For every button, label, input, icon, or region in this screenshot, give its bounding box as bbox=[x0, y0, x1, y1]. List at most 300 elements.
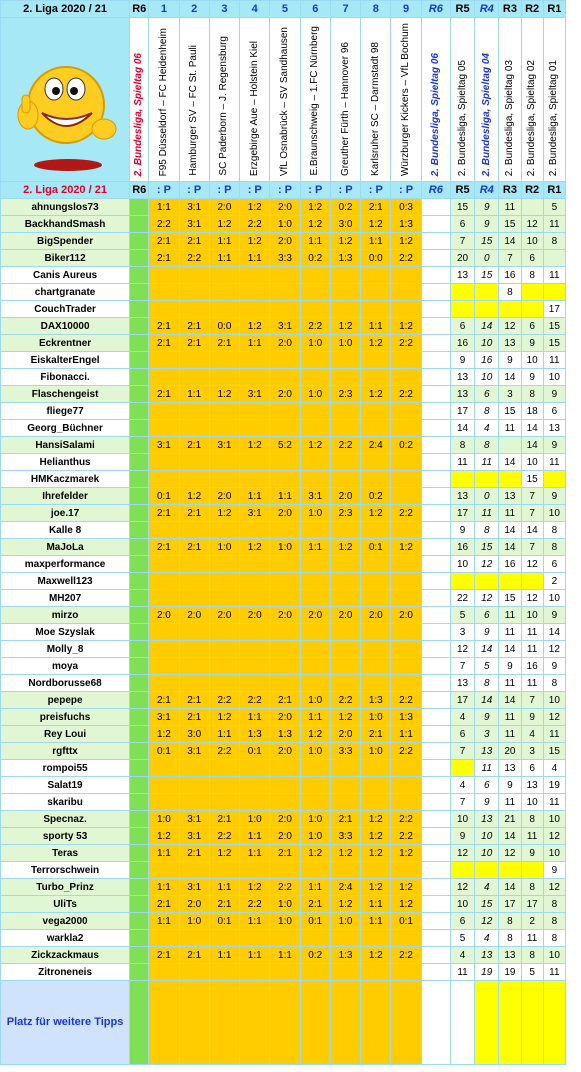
tip-cell bbox=[149, 590, 179, 607]
tip-cell: 1:0 bbox=[270, 896, 300, 913]
tip-cell: 0:1 bbox=[240, 743, 270, 760]
rank-cell: 9 bbox=[521, 369, 543, 386]
tip-cell bbox=[179, 267, 209, 284]
table-row bbox=[1, 335, 566, 352]
tip-cell: 2:2 bbox=[240, 692, 270, 709]
tip-cell bbox=[149, 352, 179, 369]
match-label: Hamburger SV – FC St. Pauli bbox=[188, 45, 200, 176]
player-name: DAX10000 bbox=[1, 318, 130, 335]
points-header: : P bbox=[209, 182, 239, 199]
rank-cell: 10 bbox=[521, 607, 543, 624]
tip-cell: 1:2 bbox=[149, 828, 179, 845]
r6-marker bbox=[130, 964, 149, 981]
rank-cell: 10 bbox=[521, 352, 543, 369]
rank-cell: 6 bbox=[450, 913, 474, 930]
rank-cell: 11 bbox=[521, 828, 543, 845]
rank-cell: 11 bbox=[499, 709, 521, 726]
tip-cell: 2:1 bbox=[149, 386, 179, 403]
rank-cell: 12 bbox=[499, 845, 521, 862]
tip-cell: 1:2 bbox=[240, 199, 270, 216]
player-name: Fibonacci. bbox=[1, 369, 130, 386]
rank-cell: 6 bbox=[475, 386, 499, 403]
match-cell bbox=[270, 18, 300, 182]
tip-cell: 1:3 bbox=[240, 726, 270, 743]
match-number: 1 bbox=[149, 1, 179, 18]
tip-cell bbox=[240, 658, 270, 675]
r6-marker bbox=[130, 811, 149, 828]
tip-cell: 1:2 bbox=[361, 828, 391, 845]
tip-cell bbox=[240, 556, 270, 573]
tip-cell bbox=[179, 420, 209, 437]
rank-cell: 11 bbox=[521, 641, 543, 658]
tip-cell bbox=[300, 777, 330, 794]
tip-cell bbox=[391, 301, 421, 318]
tip-cell bbox=[300, 760, 330, 777]
rank-cell: 13 bbox=[450, 488, 474, 505]
more-tips-placeholder: Platz für weitere Tipps bbox=[1, 981, 130, 1065]
rank-cell: 10 bbox=[450, 811, 474, 828]
tip-cell bbox=[361, 675, 391, 692]
rank-cell: 19 bbox=[543, 777, 565, 794]
rank-cell: 9 bbox=[543, 607, 565, 624]
player-name: Moe Szyslak bbox=[1, 624, 130, 641]
r6-marker bbox=[130, 658, 149, 675]
tip-cell: 3:1 bbox=[149, 709, 179, 726]
tip-cell bbox=[330, 301, 360, 318]
rank-cell: 14 bbox=[450, 420, 474, 437]
r6-marker bbox=[130, 369, 149, 386]
rank-cell bbox=[499, 437, 521, 454]
tip-cell: 1:2 bbox=[240, 233, 270, 250]
r6-marker bbox=[130, 760, 149, 777]
tip-cell: 2:0 bbox=[240, 607, 270, 624]
tip-cell: 1:2 bbox=[361, 879, 391, 896]
tip-cell: 2:2 bbox=[149, 216, 179, 233]
tip-cell bbox=[330, 675, 360, 692]
tip-cell: 2:1 bbox=[179, 437, 209, 454]
tip-cell: 1:1 bbox=[361, 913, 391, 930]
table-row bbox=[1, 692, 566, 709]
rank-cell bbox=[450, 862, 474, 879]
footer-row bbox=[1, 981, 566, 1065]
rank-cell: 9 bbox=[543, 437, 565, 454]
tip-cell: 1:3 bbox=[330, 947, 360, 964]
rank-cell: 9 bbox=[475, 199, 499, 216]
points-header: : P bbox=[149, 182, 179, 199]
match-number: 9 bbox=[391, 1, 421, 18]
r6-gap bbox=[421, 879, 450, 896]
rank-cell: 13 bbox=[450, 267, 474, 284]
tip-cell: 1:2 bbox=[361, 386, 391, 403]
tip-cell: 1:2 bbox=[330, 709, 360, 726]
tip-cell: 1:0 bbox=[300, 692, 330, 709]
rank-header-2: R3 bbox=[499, 182, 521, 199]
tip-cell: 2:1 bbox=[179, 709, 209, 726]
tip-cell: 1:1 bbox=[361, 318, 391, 335]
tip-cell: 1:2 bbox=[361, 335, 391, 352]
r6-marker bbox=[130, 607, 149, 624]
r6-marker bbox=[130, 454, 149, 471]
tip-cell: 2:1 bbox=[149, 692, 179, 709]
tip-cell: 1:0 bbox=[361, 743, 391, 760]
tip-cell bbox=[240, 267, 270, 284]
tip-cell: 1:1 bbox=[209, 879, 239, 896]
rank-cell: 8 bbox=[521, 267, 543, 284]
rank-day-cell bbox=[521, 18, 543, 182]
r6-gap bbox=[421, 573, 450, 590]
r6-gap bbox=[421, 488, 450, 505]
tip-cell bbox=[179, 454, 209, 471]
tip-cell: 1:2 bbox=[391, 539, 421, 556]
r6-gap bbox=[421, 386, 450, 403]
tip-cell: 1:2 bbox=[391, 233, 421, 250]
rank-cell: 14 bbox=[521, 437, 543, 454]
rank-cell: 3 bbox=[499, 386, 521, 403]
tip-cell: 3:0 bbox=[179, 726, 209, 743]
rank-cell bbox=[499, 981, 521, 1065]
r6-gap bbox=[421, 556, 450, 573]
player-name: Zickzackmaus bbox=[1, 947, 130, 964]
player-name: Flaschengeist bbox=[1, 386, 130, 403]
r6-marker bbox=[130, 590, 149, 607]
tip-cell: 2:3 bbox=[330, 505, 360, 522]
rank-cell: 14 bbox=[475, 318, 499, 335]
tip-cell: 2:2 bbox=[179, 250, 209, 267]
tip-cell bbox=[270, 284, 300, 301]
tip-cell bbox=[149, 675, 179, 692]
table-row bbox=[1, 811, 566, 828]
rank-cell: 13 bbox=[475, 947, 499, 964]
rank-cell: 6 bbox=[475, 777, 499, 794]
tip-cell bbox=[330, 352, 360, 369]
rank-cell: 14 bbox=[475, 692, 499, 709]
table-row bbox=[1, 709, 566, 726]
player-name: Biker112 bbox=[1, 250, 130, 267]
r6-gap bbox=[421, 913, 450, 930]
tip-cell bbox=[149, 624, 179, 641]
table-row bbox=[1, 828, 566, 845]
points-header: : P bbox=[330, 182, 360, 199]
tip-cell: 1:1 bbox=[240, 845, 270, 862]
rank-cell bbox=[521, 284, 543, 301]
r6-italic-header: R6 bbox=[421, 1, 450, 18]
tip-cell bbox=[391, 777, 421, 794]
tip-cell: 1:3 bbox=[330, 250, 360, 267]
tip-cell: 2:2 bbox=[391, 505, 421, 522]
player-name: Maxwell123 bbox=[1, 573, 130, 590]
rank-cell: 3 bbox=[475, 726, 499, 743]
rank-cell: 9 bbox=[521, 845, 543, 862]
rank-cell: 16 bbox=[499, 267, 521, 284]
rank-cell: 6 bbox=[475, 607, 499, 624]
tip-cell: 2:0 bbox=[209, 199, 239, 216]
rank-cell: 8 bbox=[499, 913, 521, 930]
tip-cell bbox=[179, 760, 209, 777]
tip-cell: 1:2 bbox=[300, 216, 330, 233]
tip-cell bbox=[240, 301, 270, 318]
rank-cell: 12 bbox=[543, 828, 565, 845]
tip-cell: 1:2 bbox=[209, 845, 239, 862]
tip-cell: 2:1 bbox=[149, 896, 179, 913]
match-number: 8 bbox=[361, 1, 391, 18]
tip-cell: 1:2 bbox=[361, 216, 391, 233]
tip-cell bbox=[149, 964, 179, 981]
player-name: Georg_Büchner bbox=[1, 420, 130, 437]
r6-marker bbox=[130, 981, 149, 1065]
tip-cell bbox=[209, 624, 239, 641]
tip-cell: 2:2 bbox=[391, 386, 421, 403]
tip-cell: 2:1 bbox=[270, 692, 300, 709]
player-name: CouchTrader bbox=[1, 301, 130, 318]
rank-cell: 8 bbox=[521, 879, 543, 896]
tip-cell: 2:1 bbox=[179, 318, 209, 335]
tip-cell: 1:2 bbox=[361, 845, 391, 862]
player-name: BackhandSmash bbox=[1, 216, 130, 233]
rank-cell: 15 bbox=[499, 590, 521, 607]
player-name: ahnungslos73 bbox=[1, 199, 130, 216]
r6-marker bbox=[130, 879, 149, 896]
r6-marker bbox=[130, 522, 149, 539]
player-name: skaribu bbox=[1, 794, 130, 811]
rank-cell: 9 bbox=[475, 794, 499, 811]
tip-cell bbox=[240, 369, 270, 386]
rank-cell bbox=[543, 250, 565, 267]
r6-gap bbox=[421, 335, 450, 352]
tip-cell: 1:0 bbox=[179, 913, 209, 930]
tip-cell bbox=[300, 590, 330, 607]
tip-cell bbox=[361, 352, 391, 369]
tip-cell bbox=[361, 471, 391, 488]
tip-cell bbox=[330, 862, 360, 879]
table-row bbox=[1, 301, 566, 318]
r6-gap bbox=[421, 301, 450, 318]
r6-marker bbox=[130, 216, 149, 233]
rank-cell: 16 bbox=[521, 658, 543, 675]
tip-cell bbox=[240, 777, 270, 794]
player-name: HMKaczmarek bbox=[1, 471, 130, 488]
tip-cell: 3:1 bbox=[209, 437, 239, 454]
tip-cell: 1:1 bbox=[240, 913, 270, 930]
rank-cell: 20 bbox=[450, 250, 474, 267]
tip-cell: 2:0 bbox=[270, 335, 300, 352]
rank-cell: 12 bbox=[543, 879, 565, 896]
tip-cell bbox=[209, 522, 239, 539]
tip-cell bbox=[300, 624, 330, 641]
rank-cell: 11 bbox=[499, 199, 521, 216]
rank-cell: 6 bbox=[521, 760, 543, 777]
rank-cell: 13 bbox=[450, 386, 474, 403]
player-name: Ihrefelder bbox=[1, 488, 130, 505]
tip-cell bbox=[361, 777, 391, 794]
tip-cell: 3:1 bbox=[240, 505, 270, 522]
tip-cell: 1:1 bbox=[300, 233, 330, 250]
r6-marker bbox=[130, 539, 149, 556]
tip-cell bbox=[391, 284, 421, 301]
tip-cell bbox=[361, 624, 391, 641]
tip-cell: 1:2 bbox=[330, 318, 360, 335]
rank-cell bbox=[475, 284, 499, 301]
tip-cell bbox=[149, 454, 179, 471]
rank-cell: 11 bbox=[543, 216, 565, 233]
tip-cell: 1:2 bbox=[391, 845, 421, 862]
tip-cell bbox=[391, 420, 421, 437]
tip-cell bbox=[149, 267, 179, 284]
rank-cell: 15 bbox=[543, 318, 565, 335]
tip-cell: 2:0 bbox=[330, 488, 360, 505]
tip-cell bbox=[300, 556, 330, 573]
rank-cell: 10 bbox=[521, 454, 543, 471]
matchday-blue-cell bbox=[421, 18, 450, 182]
tip-cell bbox=[300, 284, 330, 301]
tip-cell: 3:0 bbox=[330, 216, 360, 233]
rank-cell: 6 bbox=[543, 403, 565, 420]
tip-cell bbox=[361, 964, 391, 981]
player-name: sporty 53 bbox=[1, 828, 130, 845]
tip-cell: 0:1 bbox=[149, 488, 179, 505]
player-name: fliege77 bbox=[1, 403, 130, 420]
rank-cell: 4 bbox=[543, 760, 565, 777]
tip-cell: 2:0 bbox=[209, 607, 239, 624]
table-row bbox=[1, 590, 566, 607]
tip-cell: 2:1 bbox=[149, 233, 179, 250]
rank-cell: 0 bbox=[475, 250, 499, 267]
player-name: pepepe bbox=[1, 692, 130, 709]
tip-cell bbox=[361, 454, 391, 471]
match-cell bbox=[330, 18, 360, 182]
tip-cell bbox=[270, 522, 300, 539]
match-label: Karlsruher SC – Darmstadt 98 bbox=[369, 42, 381, 176]
tip-cell: 0:2 bbox=[391, 437, 421, 454]
rank-cell: 10 bbox=[521, 794, 543, 811]
tip-cell: 2:0 bbox=[179, 896, 209, 913]
tip-cell: 3:1 bbox=[179, 879, 209, 896]
tip-cell bbox=[179, 369, 209, 386]
tip-cell bbox=[209, 369, 239, 386]
rank-cell: 8 bbox=[521, 811, 543, 828]
tip-cell bbox=[300, 964, 330, 981]
tip-cell bbox=[179, 590, 209, 607]
r6-gap bbox=[421, 981, 450, 1065]
tip-cell bbox=[149, 556, 179, 573]
tip-cell: 2:1 bbox=[149, 947, 179, 964]
table-row bbox=[1, 573, 566, 590]
rank-cell: 11 bbox=[543, 794, 565, 811]
player-name: Molly_8 bbox=[1, 641, 130, 658]
tip-cell: 1:1 bbox=[361, 233, 391, 250]
rank-cell: 8 bbox=[475, 437, 499, 454]
rank-cell: 14 bbox=[543, 624, 565, 641]
tip-cell: 1:1 bbox=[391, 726, 421, 743]
tip-cell: 1:1 bbox=[149, 845, 179, 862]
player-name: Kalle 8 bbox=[1, 522, 130, 539]
tip-cell: 1:2 bbox=[240, 318, 270, 335]
tip-cell bbox=[391, 488, 421, 505]
rank-cell: 11 bbox=[543, 352, 565, 369]
tip-cell bbox=[149, 760, 179, 777]
tip-cell bbox=[361, 862, 391, 879]
table-row bbox=[1, 420, 566, 437]
tip-cell bbox=[391, 760, 421, 777]
tip-cell: 1:0 bbox=[240, 811, 270, 828]
tip-cell bbox=[209, 403, 239, 420]
rank-cell: 11 bbox=[543, 267, 565, 284]
rank-cell: 14 bbox=[499, 369, 521, 386]
rank-cell: 14 bbox=[499, 828, 521, 845]
tip-cell: 1:2 bbox=[391, 896, 421, 913]
r6-gap bbox=[421, 624, 450, 641]
tip-cell: 1:1 bbox=[361, 896, 391, 913]
r6-gap bbox=[421, 862, 450, 879]
tip-cell bbox=[240, 760, 270, 777]
rank-cell bbox=[499, 573, 521, 590]
table-row bbox=[1, 624, 566, 641]
points-header: : P bbox=[391, 182, 421, 199]
player-name: Eckrentner bbox=[1, 335, 130, 352]
tip-cell: 0:0 bbox=[361, 250, 391, 267]
rank-header-2: R1 bbox=[543, 182, 565, 199]
rank-header: R1 bbox=[543, 1, 565, 18]
rank-cell: 11 bbox=[499, 794, 521, 811]
rank-cell: 13 bbox=[475, 811, 499, 828]
tip-cell: 1:0 bbox=[330, 335, 360, 352]
rank-cell: 6 bbox=[450, 726, 474, 743]
tip-cell bbox=[391, 675, 421, 692]
r6-gap bbox=[421, 590, 450, 607]
tip-cell bbox=[149, 522, 179, 539]
tip-cell: 2:2 bbox=[391, 743, 421, 760]
r6-gap bbox=[421, 505, 450, 522]
table-row bbox=[1, 947, 566, 964]
player-name: Terrorschwein bbox=[1, 862, 130, 879]
rank-cell: 10 bbox=[475, 369, 499, 386]
tip-cell: 2:1 bbox=[209, 811, 239, 828]
tip-cell: 2:1 bbox=[209, 896, 239, 913]
tip-cell bbox=[240, 454, 270, 471]
tip-cell bbox=[240, 352, 270, 369]
tip-cell: 1:0 bbox=[270, 216, 300, 233]
tip-cell: 1:2 bbox=[330, 896, 360, 913]
rank-cell: 8 bbox=[499, 930, 521, 947]
r6-marker bbox=[130, 743, 149, 760]
tip-cell: 1:1 bbox=[300, 539, 330, 556]
tip-cell bbox=[179, 284, 209, 301]
r6-gap bbox=[421, 811, 450, 828]
tip-cell bbox=[391, 454, 421, 471]
tip-cell: 1:1 bbox=[240, 250, 270, 267]
tip-cell: 0:2 bbox=[300, 947, 330, 964]
table-row bbox=[1, 539, 566, 556]
rank-cell: 8 bbox=[475, 522, 499, 539]
tip-cell: 2:0 bbox=[270, 811, 300, 828]
matchday-red-label: 2. Bundesliga, Spieltag 06 bbox=[133, 52, 145, 176]
tip-cell bbox=[209, 862, 239, 879]
tip-cell: 1:2 bbox=[209, 709, 239, 726]
rank-cell: 15 bbox=[450, 199, 474, 216]
tip-cell bbox=[330, 420, 360, 437]
r6-gap bbox=[421, 930, 450, 947]
tip-cell bbox=[209, 964, 239, 981]
tip-cell bbox=[391, 522, 421, 539]
rank-cell: 8 bbox=[543, 539, 565, 556]
tip-cell: 1:2 bbox=[300, 437, 330, 454]
tip-cell bbox=[330, 624, 360, 641]
rank-cell: 10 bbox=[543, 692, 565, 709]
tip-cell bbox=[330, 284, 360, 301]
r6-gap bbox=[421, 658, 450, 675]
tip-cell bbox=[300, 403, 330, 420]
player-name: Salat19 bbox=[1, 777, 130, 794]
rank-cell bbox=[475, 471, 499, 488]
